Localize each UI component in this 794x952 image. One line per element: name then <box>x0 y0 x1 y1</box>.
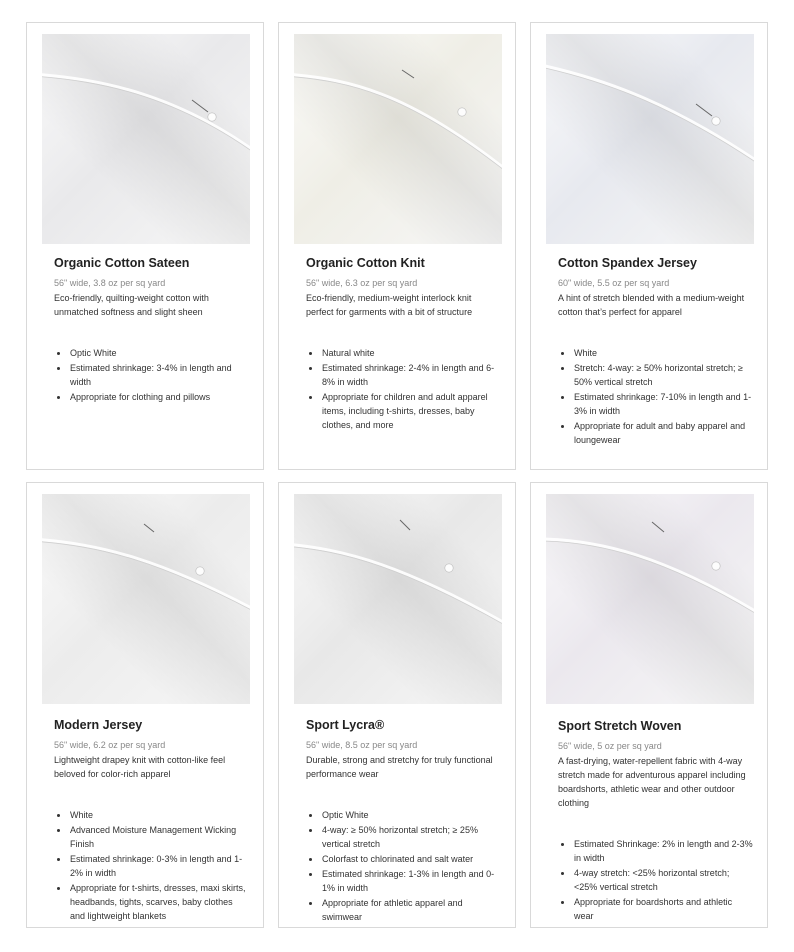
fabric-features-list <box>54 346 249 404</box>
fabric-specs: 56" wide, 6.3 oz per sq yard <box>306 278 418 288</box>
fabric-description: Eco-friendly, medium-weight interlock knit perfect for garments with a bit of structure <box>306 293 473 317</box>
fabric-feature-item: Estimated shrinkage: 7-10% in length and 1-3% in width <box>558 390 753 418</box>
fabric-feature-item: Appropriate for children and adult apparel items, including t-shirts, dresses, baby clothes, and more <box>306 390 501 432</box>
fabric-card-sport-lycra[interactable] <box>278 482 516 928</box>
fabric-swatch-image[interactable] <box>42 494 250 704</box>
fabric-swatch-image[interactable] <box>546 494 754 704</box>
fabric-feature-item: Stretch: 4-way: ≥ 50% horizontal stretch; ≥ 50% vertical stretch <box>558 361 753 389</box>
fabric-feature-item: Appropriate for adult and baby apparel and loungewear <box>558 419 753 447</box>
fabric-description: Lightweight drapey knit with cotton-like feel beloved for color-rich apparel <box>54 755 226 779</box>
fabric-feature-item: Estimated shrinkage: 3-4% in length and width <box>54 361 249 389</box>
fabric-features-list <box>558 837 753 923</box>
fabric-card-organic-cotton-sateen[interactable] <box>26 22 264 470</box>
fabric-feature-item: Estimated Shrinkage: 2% in length and 2-3% in width <box>558 837 753 865</box>
fabric-feature-item: Estimated shrinkage: 2-4% in length and 6-8% in width <box>306 361 501 389</box>
fabric-feature-item: Estimated shrinkage: 1-3% in length and 0-1% in width <box>306 867 501 895</box>
fabric-feature-item: Advanced Moisture Management Wicking Finish <box>54 823 249 851</box>
fabric-specs: 60" wide, 5.5 oz per sq yard <box>558 278 670 288</box>
fabric-description: Durable, strong and stretchy for truly functional performance wear <box>306 755 493 779</box>
fabric-feature-item: Appropriate for t-shirts, dresses, maxi skirts, headbands, tights, scarves, baby clothes and lightweight blankets <box>54 881 249 923</box>
fabric-feature-item: Appropriate for athletic apparel and swimwear <box>306 896 501 924</box>
fabric-feature-item: 4-way stretch: <25% horizontal stretch; <25% vertical stretch <box>558 866 753 894</box>
fabric-features-list <box>558 346 753 447</box>
fabric-card-organic-cotton-knit[interactable] <box>278 22 516 470</box>
fabric-feature-item: Appropriate for clothing and pillows <box>54 390 249 404</box>
fabric-specs: 56" wide, 5 oz per sq yard <box>558 741 662 751</box>
fabric-feature-item: Natural white <box>306 346 501 360</box>
fabric-title[interactable]: Sport Stretch Woven <box>558 719 682 733</box>
fabric-info <box>558 255 753 448</box>
fabric-feature-item: White <box>54 808 249 822</box>
fabric-features-list <box>54 808 249 923</box>
fabric-feature-item: Colorfast to chlorinated and salt water <box>306 852 501 866</box>
fabric-title[interactable]: Organic Cotton Sateen <box>54 256 190 270</box>
fabric-feature-item: Appropriate for boardshorts and athletic wear <box>558 895 753 923</box>
fabric-swatch-image[interactable] <box>294 34 502 244</box>
fabric-title[interactable]: Modern Jersey <box>54 718 143 732</box>
fabric-info <box>306 255 501 433</box>
fabric-info <box>54 255 249 405</box>
fabric-swatch-image[interactable] <box>42 34 250 244</box>
fabric-description: A fast-drying, water-repellent fabric with 4-way stretch made for adventurous apparel including boardshorts, athletic wear and other outdoor clothing <box>558 756 746 808</box>
fabric-info <box>306 717 501 925</box>
fabric-features-list <box>306 808 501 924</box>
fabric-title[interactable]: Cotton Spandex Jersey <box>558 256 697 270</box>
fabric-description: Eco-friendly, quilting-weight cotton with unmatched softness and slight sheen <box>54 293 209 317</box>
fabric-specs: 56" wide, 3.8 oz per sq yard <box>54 278 166 288</box>
fabric-swatch-image[interactable] <box>294 494 502 704</box>
fabric-card-cotton-spandex-jersey[interactable] <box>530 22 768 470</box>
fabric-feature-item: White <box>558 346 753 360</box>
fabric-feature-item: Estimated shrinkage: 0-3% in length and 1-2% in width <box>54 852 249 880</box>
fabric-feature-item: 4-way: ≥ 50% horizontal stretch; ≥ 25% vertical stretch <box>306 823 501 851</box>
fabric-specs: 56" wide, 6.2 oz per sq yard <box>54 740 166 750</box>
fabric-description: A hint of stretch blended with a medium-weight cotton that’s perfect for apparel <box>558 293 745 317</box>
fabric-feature-item: Optic White <box>54 346 249 360</box>
fabric-specs: 56" wide, 8.5 oz per sq yard <box>306 740 418 750</box>
fabric-features-list <box>306 346 501 432</box>
fabric-swatch-image[interactable] <box>546 34 754 244</box>
fabric-title[interactable]: Organic Cotton Knit <box>306 256 425 270</box>
fabric-feature-item: Optic White <box>306 808 501 822</box>
fabric-info <box>558 718 753 924</box>
fabric-card-modern-jersey[interactable] <box>26 482 264 928</box>
fabric-info <box>54 717 249 924</box>
fabric-card-sport-stretch-woven[interactable] <box>530 482 768 928</box>
fabric-title[interactable]: Sport Lycra® <box>306 718 385 732</box>
